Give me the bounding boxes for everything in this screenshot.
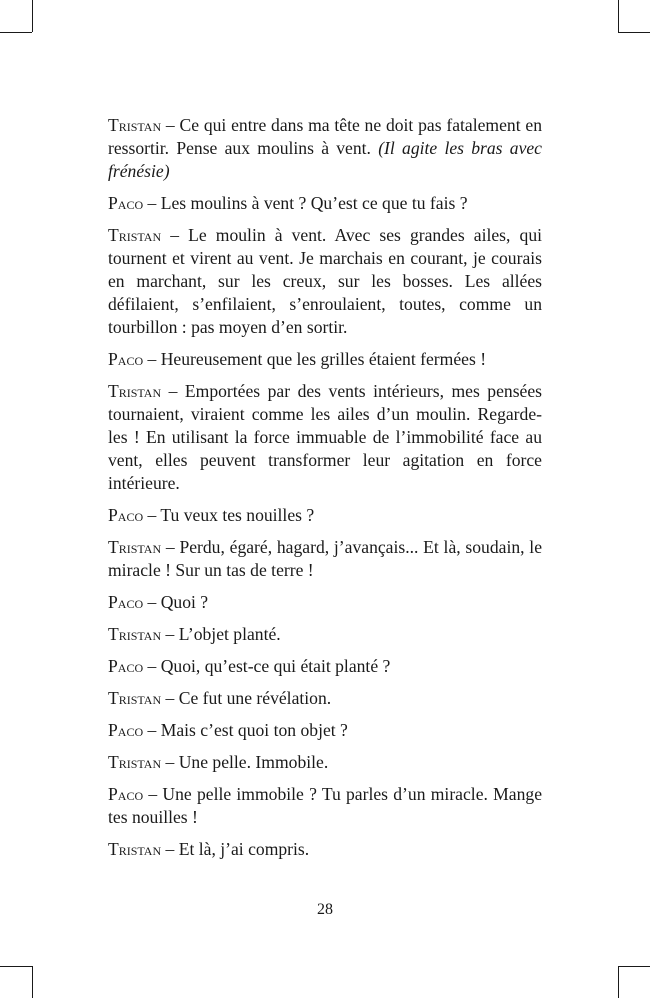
crop-mark-top-left-h: [0, 32, 32, 33]
dialogue-line: [108, 838, 542, 861]
dialogue-text-content: Emportées par des vents intérieurs, mes pensées tournaient, viraient comme les ailes d’un moulin. Regarde-les ! En utilisant la force immuable de l’immobilité face au vent, elles peuvent transformer leur agitation en force intérieure.: [108, 381, 543, 493]
speaker-name: Tristan: [108, 225, 162, 245]
dialogue-line: [108, 719, 542, 742]
speaker-name: Tristan: [108, 115, 162, 135]
dash-separator: –: [161, 537, 180, 557]
dash-separator: –: [161, 225, 189, 245]
dialogue-text-content: Le moulin à vent. Avec ses grandes ailes, qui tournent et virent au vent. Je marchais en courant, je courais en marchant, sur les creux, sur les bosses. Les allées défilaient, s’enfilaient, s’enroulaient, toutes, comme un tourbillon : pas moyen d’en sortir.: [108, 225, 542, 337]
dialogue-text-content: Ce fut une révélation.: [178, 688, 332, 708]
dialogue-text-content: Mais c’est quoi ton objet ?: [160, 720, 348, 740]
dash-separator: –: [161, 624, 179, 644]
page-number: 28: [317, 901, 333, 918]
dash-separator: –: [143, 784, 163, 804]
dialogue-line: [108, 192, 542, 215]
dialogue-text-content: Une pelle immobile ? Tu parles d’un miracle. Mange tes nouilles !: [108, 784, 542, 827]
dialogue-line: [108, 655, 542, 678]
dialogue-text-content: Quoi, qu’est-ce qui était planté ?: [160, 656, 391, 676]
dialogue-line: [108, 783, 542, 829]
dialogue-line: [108, 536, 542, 582]
dash-separator: –: [143, 505, 161, 525]
dialogue-text: [108, 114, 542, 870]
speaker-name: Tristan: [108, 537, 162, 557]
dialogue-line: [108, 623, 542, 646]
crop-mark-bottom-right-h: [618, 966, 650, 967]
dash-separator: –: [161, 381, 185, 401]
dialogue-line: [108, 224, 542, 339]
speaker-name: Paco: [108, 720, 144, 740]
speaker-name: Paco: [108, 193, 144, 213]
dialogue-line: [108, 591, 542, 614]
dash-separator: –: [161, 688, 179, 708]
dialogue-text-content: Heureusement que les grilles étaient fermées !: [160, 349, 487, 369]
crop-mark-bottom-left-h: [0, 966, 32, 967]
speaker-name: Paco: [108, 592, 144, 612]
dash-separator: –: [143, 349, 161, 369]
dialogue-text-content: Les moulins à vent ? Qu’est ce que tu fais ?: [160, 193, 468, 213]
dialogue-text-content: Perdu, égaré, hagard, j’avançais... Et là, soudain, le miracle ! Sur un tas de terre !: [108, 537, 542, 580]
dialogue-text-content: Quoi ?: [160, 592, 209, 612]
crop-mark-top-left-v: [32, 0, 33, 32]
speaker-name: Tristan: [108, 688, 162, 708]
speaker-name: Paco: [108, 656, 144, 676]
dash-separator: –: [161, 752, 179, 772]
dialogue-text-content: Ce qui entre dans ma tête ne doit pas fatalement en ressortir. Pense aux moulins à vent.: [108, 115, 542, 158]
speaker-name: Tristan: [108, 839, 162, 859]
dialogue-text-content: Et là, j’ai compris.: [178, 839, 310, 859]
dialogue-line: [108, 114, 542, 183]
dialogue-line: [108, 504, 542, 527]
dialogue-text-content: Une pelle. Immobile.: [178, 752, 329, 772]
speaker-name: Tristan: [108, 624, 162, 644]
dialogue-line: [108, 687, 542, 710]
stage-direction: (Il agite les bras avec frénésie): [108, 138, 542, 181]
speaker-name: Tristan: [108, 381, 162, 401]
crop-mark-top-right-h: [618, 32, 650, 33]
dash-separator: –: [143, 720, 161, 740]
dash-separator: –: [161, 839, 179, 859]
dialogue-line: [108, 348, 542, 371]
dash-separator: –: [143, 656, 161, 676]
speaker-name: Tristan: [108, 752, 162, 772]
crop-mark-bottom-right-v: [618, 966, 619, 998]
dialogue-line: [108, 751, 542, 774]
dialogue-text-content: Tu veux tes nouilles ?: [160, 505, 315, 525]
dialogue-text-content: L’objet planté.: [178, 624, 281, 644]
dash-separator: –: [143, 592, 161, 612]
crop-mark-top-right-v: [618, 0, 619, 32]
dialogue-line: [108, 380, 542, 495]
speaker-name: Paco: [108, 505, 144, 525]
crop-mark-bottom-left-v: [32, 966, 33, 998]
speaker-name: Paco: [108, 784, 144, 804]
dash-separator: –: [143, 193, 161, 213]
speaker-name: Paco: [108, 349, 144, 369]
dash-separator: –: [161, 115, 180, 135]
